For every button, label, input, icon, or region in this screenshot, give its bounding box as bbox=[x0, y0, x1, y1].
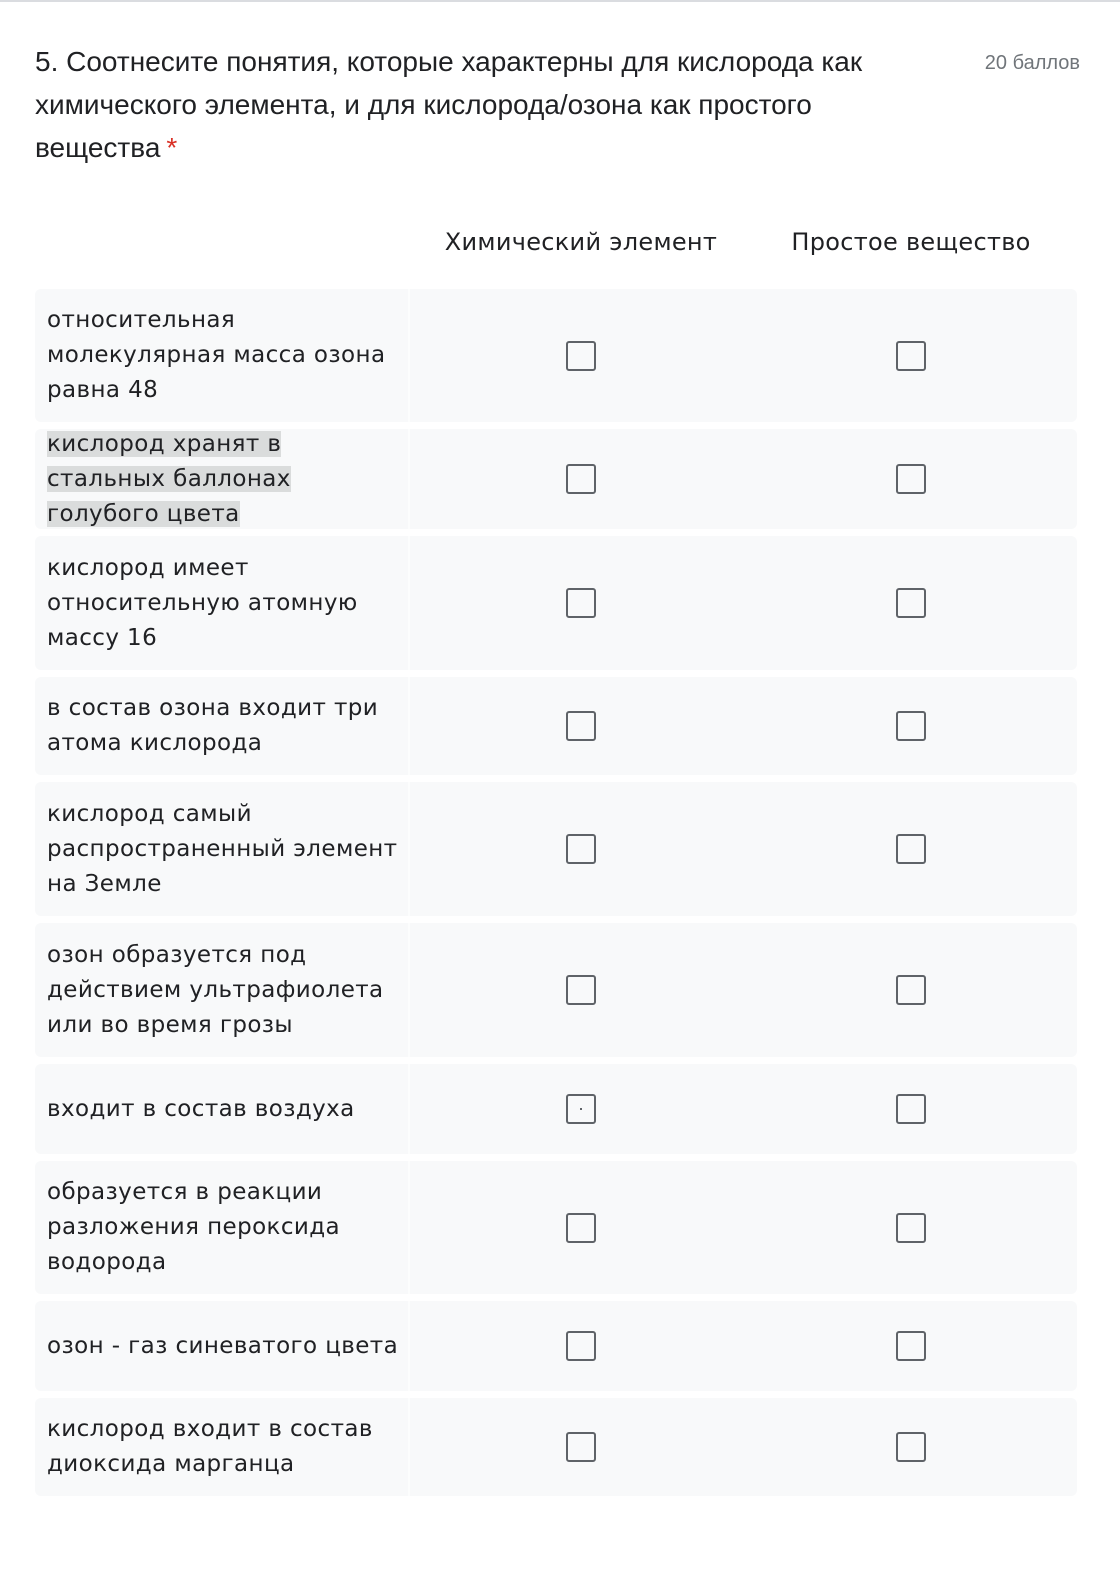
points-label: 20 баллов bbox=[984, 52, 1080, 74]
checkbox-chemical-element[interactable] bbox=[566, 1213, 596, 1243]
grid-row bbox=[35, 1398, 1077, 1496]
question-title: 5. Соотнесите понятия, которые характерны для кислорода как химического элемента, и для кислорода/озона как простого вещества * bbox=[35, 46, 863, 163]
row-label bbox=[35, 938, 407, 1043]
grid-column-headers bbox=[35, 228, 1077, 264]
checkbox-chemical-element[interactable] bbox=[566, 588, 596, 618]
top-divider bbox=[0, 0, 1120, 2]
cell-chemical-element bbox=[416, 782, 746, 916]
cell-chemical-element bbox=[416, 1398, 746, 1496]
checkbox-chemical-element[interactable] bbox=[566, 834, 596, 864]
cell-chemical-element bbox=[416, 289, 746, 422]
checkbox-chemical-element[interactable] bbox=[566, 975, 596, 1005]
row-divider bbox=[408, 677, 410, 775]
checkbox-simple-substance[interactable] bbox=[896, 1213, 926, 1243]
row-divider bbox=[408, 782, 410, 916]
row-divider bbox=[408, 1398, 410, 1496]
row-label-text: образуется в реакции разложения пероксида водорода bbox=[47, 1179, 341, 1275]
row-label-text: входит в состав воздуха bbox=[47, 1095, 355, 1122]
row-label bbox=[35, 1092, 407, 1127]
checkbox-chemical-element[interactable] bbox=[566, 1094, 596, 1124]
cell-simple-substance bbox=[746, 1301, 1076, 1391]
cell-simple-substance bbox=[746, 429, 1076, 529]
cell-simple-substance bbox=[746, 923, 1076, 1057]
checkbox-simple-substance[interactable] bbox=[896, 1432, 926, 1462]
row-divider bbox=[408, 536, 410, 670]
row-divider bbox=[408, 1161, 410, 1294]
checkbox-simple-substance[interactable] bbox=[896, 975, 926, 1005]
cell-simple-substance bbox=[746, 536, 1076, 670]
checkbox-simple-substance[interactable] bbox=[896, 588, 926, 618]
row-label-text: относительная молекулярная масса озона равна 48 bbox=[47, 307, 386, 403]
cell-simple-substance bbox=[746, 677, 1076, 775]
row-divider bbox=[408, 289, 410, 422]
checkbox-simple-substance[interactable] bbox=[896, 1094, 926, 1124]
row-label-text: озон - газ синеватого цвета bbox=[47, 1332, 399, 1359]
checkbox-simple-substance[interactable] bbox=[896, 1331, 926, 1361]
row-label-text: кислород хранят в стальных баллонах голубого цвета bbox=[47, 430, 291, 527]
grid-row bbox=[35, 1161, 1077, 1294]
cell-chemical-element bbox=[416, 677, 746, 775]
row-label bbox=[35, 797, 407, 902]
checkbox-chemical-element[interactable] bbox=[566, 464, 596, 494]
row-divider bbox=[408, 1301, 410, 1391]
checkbox-chemical-element[interactable] bbox=[566, 1432, 596, 1462]
row-label bbox=[35, 1175, 407, 1280]
checkbox-chemical-element[interactable] bbox=[566, 341, 596, 371]
row-label bbox=[35, 303, 407, 408]
cell-simple-substance bbox=[746, 289, 1076, 422]
row-label-text: кислород имеет относительную атомную массу 16 bbox=[47, 554, 358, 651]
cell-simple-substance bbox=[746, 1161, 1076, 1294]
question-header bbox=[35, 40, 1080, 169]
grid-row bbox=[35, 1064, 1077, 1154]
checkbox-chemical-element[interactable] bbox=[566, 1331, 596, 1361]
row-divider bbox=[408, 1064, 410, 1154]
checkbox-grid bbox=[35, 289, 1077, 1503]
grid-row bbox=[35, 923, 1077, 1057]
row-label bbox=[35, 1412, 407, 1482]
column-header-chemical-element: Химический элемент bbox=[444, 228, 718, 256]
grid-row bbox=[35, 289, 1077, 422]
row-label-text: в состав озона входит три атома кислорода bbox=[47, 695, 379, 756]
checkbox-chemical-element[interactable] bbox=[566, 711, 596, 741]
cell-chemical-element bbox=[416, 1301, 746, 1391]
cell-simple-substance bbox=[746, 1064, 1076, 1154]
checkbox-simple-substance[interactable] bbox=[896, 341, 926, 371]
column-header-simple-substance: Простое вещество bbox=[791, 228, 1031, 256]
grid-row bbox=[35, 536, 1077, 670]
row-label bbox=[35, 427, 407, 532]
grid-row bbox=[35, 1301, 1077, 1391]
grid-row bbox=[35, 429, 1077, 529]
checkbox-simple-substance[interactable] bbox=[896, 711, 926, 741]
cell-simple-substance bbox=[746, 782, 1076, 916]
row-label-text: озон образуется под действием ультрафиолета или во время грозы bbox=[47, 941, 384, 1038]
row-divider bbox=[408, 923, 410, 1057]
cell-chemical-element bbox=[416, 1161, 746, 1294]
row-label bbox=[35, 1329, 407, 1364]
cell-chemical-element bbox=[416, 536, 746, 670]
cell-chemical-element bbox=[416, 429, 746, 529]
row-label-text: кислород входит в состав диоксида марганца bbox=[47, 1416, 373, 1477]
row-divider bbox=[408, 429, 410, 529]
row-label bbox=[35, 551, 407, 656]
required-asterisk: * bbox=[166, 132, 178, 163]
cell-chemical-element bbox=[416, 923, 746, 1057]
checkbox-simple-substance[interactable] bbox=[896, 464, 926, 494]
grid-row bbox=[35, 677, 1077, 775]
row-label bbox=[35, 691, 407, 761]
cell-chemical-element bbox=[416, 1064, 746, 1154]
row-label-text: кислород самый распространенный элемент на Земле bbox=[47, 800, 398, 897]
cell-simple-substance bbox=[746, 1398, 1076, 1496]
checkbox-simple-substance[interactable] bbox=[896, 834, 926, 864]
grid-row bbox=[35, 782, 1077, 916]
